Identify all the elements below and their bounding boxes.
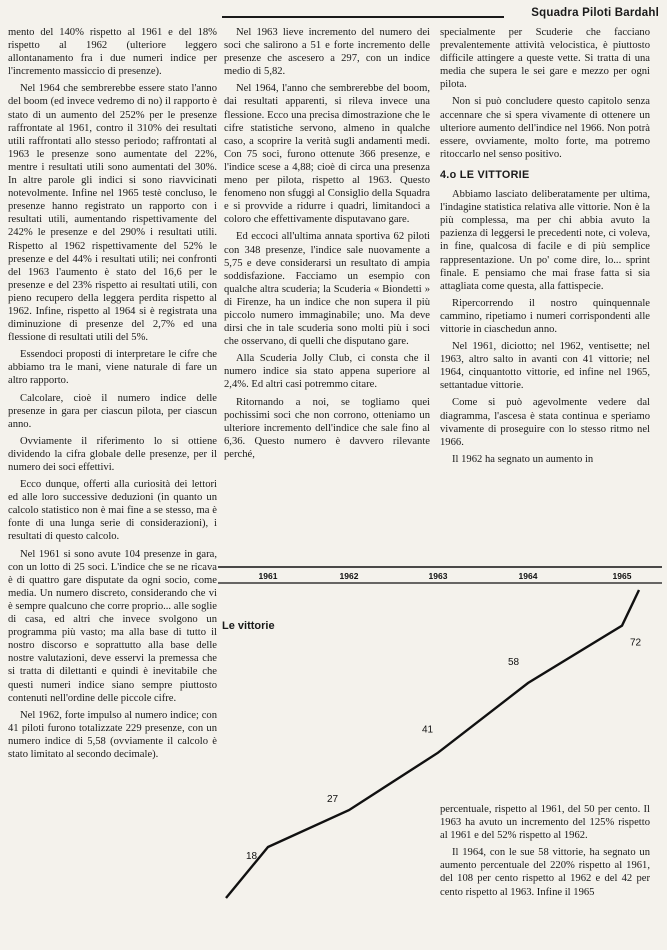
paragraph: Nel 1961, diciotto; nel 1962, ventisette; nel 1963, altro salto in avanti con 41 vittorie; nel 1964, cinquantotto vittorie, ed infine nel 1965, settantadue vittorie. [440,341,650,392]
paragraph: Essendoci proposti di interpretare le cifre che abbiamo tra le mani, viene naturale di fare un altro rapporto. [8,349,217,387]
data-label: 18 [246,851,258,862]
section-heading: 4.o LE VITTORIE [440,168,530,181]
data-label: 72 [630,637,642,649]
paragraph: mento del 140% rispetto al 1961 e del 18% rispetto al 1962 (ulteriore leggero allontanamento fra i due numeri indice per l'incremento massiccio di presenze). [8,27,217,78]
text-column-2 [224,26,430,465]
paragraph: Ecco dunque, offerti alla curiosità dei lettori ed alle loro successive deduzioni (in quanto un calcolo statistico non è mai fine a se stesso, ma è fonte di una lunga serie di considerazioni), i resultati di questo calcolo. [8,479,217,543]
paragraph: Come si può agevolmente vedere dal diagramma, l'ascesa è stata continua e speriamo vivamente di proseguire con lo stesso ritmo nel 1966. [440,397,650,448]
paragraph: Nel 1964, l'anno che sembrerebbe del boom, dai resultati apparenti, si rileva invece una flessione. Ecco una precisa dimostrazione che le cifre statistiche servono, almeno in qualche caso, a scoprire la verità sugli andamenti medi. Con 75 soci, furono ottenute 366 presenze, e l'indice scese a 4,88; cioè di circa una presenza meno per pilota, rispetto al 1963. Questo fenomeno non sfuggì al Consiglio della Squadra e si provvide a ridurre i quadri, limitandoci a coloro che effettivamente disputavano gare. [224,83,430,226]
paragraph: Abbiamo lasciato deliberatamente per ultima, l'indagine statistica relativa alle vittorie. Non è la più complessa, ma per chi abbia avuto la pazienza di leggersi le precedenti note, ci voleva, in fine, qualcosa di facile e di più semplice rappresentazione. Un po' come dire, lo... sprint finale. E pensiamo che mai frase fatta si sia attagliata come questa, alla fattispecie. [440,189,650,292]
paragraph: percentuale, rispetto al 1961, del 50 per cento. Il 1963 ha avuto un incremento del 125% rispetto al 1961 e del 52% rispetto al 1962. [440,804,650,842]
data-label: 27 [327,794,339,806]
paragraph: Ed eccoci all'ultima annata sportiva 62 piloti con 348 presenze, l'indice sale nuovamente a 5,75 e deve considerarsi un resultato di ampia soddisfazione. Facciamo un esempio con qualche altra scuderia; la Scuderia « Biondetti » di Firenze, ha un indice che non supera il più piccolo numero immaginabile; uno. Ma deve dirsi che in tale scuderia sono molti più i soci che osservano, di quelli che disputano gare. [224,231,430,348]
paragraph: Il 1962 ha segnato un aumento in [452,453,594,465]
data-label: 41 [422,724,434,736]
paragraph: Alla Scuderia Jolly Club, ci consta che il numero indice sia stato appena superiore al 2,4%. Ed altri casi potremmo citare. [224,353,430,391]
x-tick-label: 1964 [518,571,538,581]
paragraph: Nel 1962, forte impulso al numero indice; con 41 piloti furono totalizzate 229 presenze, con un numero indice di 5,58 (ovviamente il calcolo è stato limitato al secondo decimale). [8,709,217,760]
paragraph: Nel 1963 lieve incremento del numero dei soci che salirono a 51 e forte incremento delle presenze che ascesero a 297, con un indice medio di 5,82. [224,27,430,78]
page-header-title: Squadra Piloti Bardahl [531,7,659,19]
paragraph: Ripercorrendo il nostro quinquennale cammino, ripetiamo i numeri corrispondenti alle vittorie in ciaschedun anno. [440,297,650,335]
paragraph: Il 1964, con le sue 58 vittorie, ha segnato un aumento percentuale del 220% rispetto al 1961, del 108 per cento rispetto al 1962 e del 42 per cento rispetto al 1963. Infine il 1965 [440,847,650,898]
x-tick-label: 1963 [428,571,448,581]
x-tick-label: 1961 [258,571,278,581]
chart-title: Le vittorie [222,620,275,632]
header-rule [222,16,504,18]
text-column-3 [440,26,650,470]
paragraph: Ovviamente il riferimento lo si ottiene dividendo la cifra globale delle presenze, per il numero dei soci effettivi. [8,435,217,473]
paragraph: Nel 1964 che sembrerebbe essere stato l'anno del boom (ed invece vedremo di no) il rapporto è stato di un aumento del 252% per le presenze raffrontate al 1961, contro il 310% dei resultati utili raffrontati allo stesso periodo; raffrontati al 1963 le presenze sono aumentate del 22%, mentre i resultati utili sono aumentati del 30%. In altre parole gli indici si sono riavvicinati notevolmente. Infine nel 1965 testè concluso, le presenze hanno registrato un rapporto con i resultati utili, aumentando rispettivamente del 242% le presenze e del 290% i resultati utili. Rispetto al 1962 rispettivamente del 52% le presenze e del 44% i resultati utili; nei confronti del 1963 l'aumento è stato del 16,6 per le presenze e del 23% rispetto ai resultati utili, con pieno recupero della leggera perdita rispetto al 1962. Infine, rispetto al 1964 si è registrata una diminuzione di presenze del 2,7% ed una flessione di resultati utili del 5%. [8,83,217,344]
paragraph: Nel 1961 si sono avute 104 presenze in gara, con un lotto di 25 soci. L'indice che se ne ricava è di quattro gare disputate da ogni socio, come media. Un numero discreto, considerando che vi è sempre qualcuno che corre proprio... alle soglie di casa, ed altri che invece svolgono un programma più vasto; ma alla base di tutto il nostro discorso e soprattutto alla base delle nostre valutazioni, deve esservi la premessa che si tratta di dilettanti e quindi è inevitabile che questi numeri indice siano sempre piuttosto contenuti nell'ordine delle piccole cifre. [8,548,217,704]
x-tick-label: 1965 [612,571,632,581]
data-label: 58 [508,657,520,668]
text-column-1 [8,26,217,765]
paragraph: Non si può concludere questo capitolo senza accennare che si spera vivamente di ottenere un ulteriore aumento dell'indice nel 1966. Non potrà essere, ovviamente, molto forte, ma potremo ritoccarlo nel senso positivo. [440,96,650,160]
paragraph: Calcolare, cioè il numero indice delle presenze in gara per ciascun pilota, per ciascun anno. [8,392,217,430]
text-column-3-continued [440,803,650,903]
x-tick-label: 1962 [339,571,359,581]
paragraph: Ritornando a noi, se togliamo quei pochissimi soci che non corrono, otteniamo un ulteriore incremento dell'indice che sale fino al 6,36. Questo numero è davvero rilevante perché, [224,396,430,460]
paragraph: specialmente per Scuderie che facciano prevalentemente attività velocistica, è piuttosto difficile attingere a queste vette. Si tratta di una media che supera le sei gare e mezzo per ogni pilota. [440,27,650,91]
